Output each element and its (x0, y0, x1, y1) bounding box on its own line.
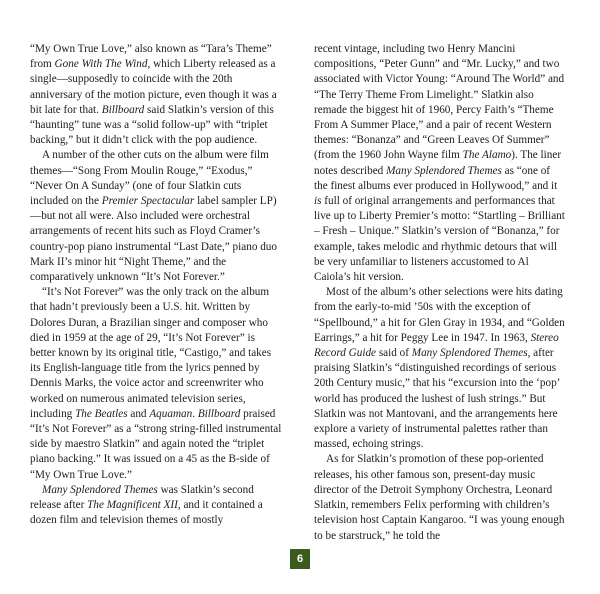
label-title: Premier Spectacular (101, 195, 195, 208)
text-run: , and it contained a dozen film and television themes of mostly (30, 499, 263, 527)
emphasis: is (314, 195, 322, 208)
series-title: Aquaman (149, 407, 193, 420)
publication-title: Billboard (101, 103, 145, 116)
publication-title: Billboard (197, 407, 241, 420)
film-title: Gone With The Wind (54, 58, 148, 71)
page-number-badge: 6 (290, 549, 310, 569)
paragraph (314, 452, 566, 543)
text-run: “My Own True Love,” also known as “Tara’s Theme” from (30, 43, 272, 71)
text-run: A number of the other cuts on the album were film themes—“Song From Moulin Rouge,” “Exodus,” “Never On A Sunday” (one of four Slatkin cuts included on the (30, 149, 269, 208)
text-run: label sampler LP)—but not all were. Also included were orchestral arrangements of recent hits such as Floyd Cramer’s country-pop piano instrumental “Last Date,” piano duo Mark II’s minor hit “Night Theme,” and the comparatively unknown “It’s Not Forever.” (30, 195, 277, 284)
publication-title: Stereo Record Guide (314, 331, 559, 360)
text-run: , which Liberty released as a single—supposedly to coincide with the 20th anniversary of the motion picture, even though it was a bit late for that. (30, 58, 277, 116)
text-run: praised “It’s Not Forever” as a “strong string-filled instrumental side by maestro Slatkin” and again noted the “triplet piano backing.” It was issued on a 45 as the B-side of “My Own True Love.” (30, 407, 282, 481)
paragraph (30, 148, 282, 285)
text-run: recent vintage, including two Henry Mancini compositions, “Peter Gunn” and “Mr. Lucky,” and two associated with Victor Young: “Around The World” and “The Terry Theme From Limelight.” Slatkin also remade the biggest hit of 1960, Percy Faith’s “Theme From A Summer Place,” and a pair of recent Western themes: “Bonanza” and “Green Leaves Of Summer” (from the 1960 John Wayne film (314, 43, 565, 162)
right-column (314, 42, 566, 544)
album-title: The Magnificent XII (87, 499, 178, 512)
text-run: As for Slatkin’s promotion of these pop-oriented releases, his other famous son, present-day music director of the Detroit Symphony Orchestra, Leonard Slatkin, remembers Felix performing with children’s television host Captain Kangaroo. “I was young enough to be starstruck,” he told the (314, 453, 565, 542)
text-run: ). The liner notes described (314, 149, 562, 177)
paragraph (314, 42, 566, 285)
text-run: was Slatkin’s second release after (30, 483, 254, 512)
paragraph (30, 285, 282, 483)
album-title: Many Splendored Themes (42, 483, 158, 496)
album-title: Many Splendored Themes (411, 347, 528, 360)
text-run: “It’s Not Forever” was the only track on the album that hadn’t previously been a U.S. hit. Written by Dolores Duran, a Brazilian singer and composer who died in 1959 at the age of 29, “It’s Not Forever” is better known by its original title, “Castigo,” and takes its English-language title from the lyrics penned by Dennis Marks, the voice actor and screenwriter who worked on numerous animated television series, including (30, 286, 272, 420)
text-run: said Slatkin’s version of this “haunting” tune was a “solid follow-up” with “triplet backing,” but it didn’t click with the pop audience. (30, 103, 274, 147)
text-run: full of original arrangements and performances that live up to Liberty Premier’s motto: “Startling – Brilliant – Fresh – Unique.” Slatkin’s version of “Bonanza,” for example, takes melodic and rhythmic detours that will be very unfamiliar to listeners accustomed to Al Caiola’s hit version. (314, 195, 565, 284)
text-run: said of (376, 347, 412, 360)
film-title: The Alamo (462, 149, 512, 162)
text-run: , after praising Slatkin’s “distinguished recordings of serious 20th Century music,” that his “excursion into the ‘pop’ world has produced the lushest of lush strings.” But Slatkin was not Mantovani, and the arrangements here explore a variety of instrumental palettes rather than massed, echoing strings. (314, 347, 560, 451)
text-run: and (127, 407, 150, 420)
text-run: . (192, 407, 198, 420)
left-column (30, 42, 282, 529)
text-run: as “one of the finest albums ever produced in Hollywood,” and it (314, 164, 558, 192)
text-run: Most of the album’s other selections were hits dating from the early-to-mid ’50s with the exception of “Spellbound,” a hit for Glen Gray in 1934, and “Golden Earrings,” a hit for Peggy Lee in 1947. In 1963, (314, 286, 565, 344)
paragraph (30, 483, 282, 529)
paragraph (314, 285, 566, 452)
series-title: The Beatles (75, 407, 128, 420)
paragraph (30, 42, 282, 148)
album-title: Many Splendored Themes (386, 164, 502, 177)
